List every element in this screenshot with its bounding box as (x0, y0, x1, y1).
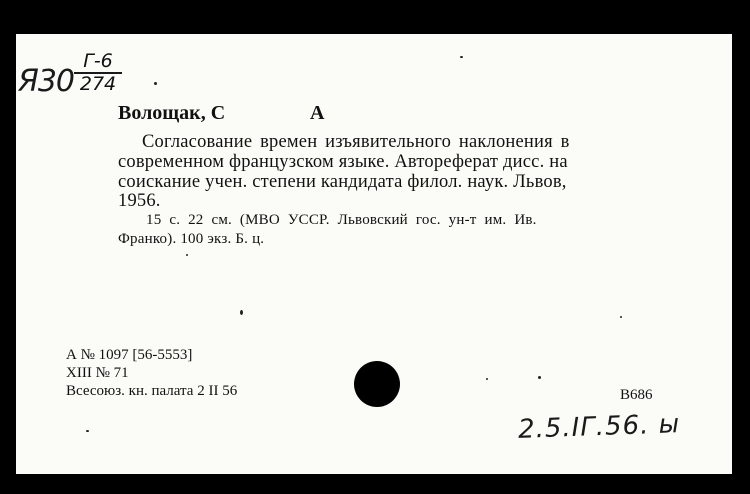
dust-speck (240, 310, 243, 315)
registry-line: Всесоюз. кн. палата 2 II 56 (66, 383, 238, 399)
description-line: соискание учен. степени кандидата филол. наук. Львов, (118, 172, 567, 192)
author-initial: А (310, 102, 325, 124)
dust-speck (486, 378, 488, 380)
registry-line: А № 1097 [56-5553] (66, 347, 193, 363)
description-line: современном французском языке. Автореферат дисс. на (118, 152, 568, 172)
author-name: Волощак, С (118, 102, 226, 124)
catalog-card (16, 34, 732, 474)
physical-description-line: 15 с. 22 см. (МВО УССР. Львовский гос. ун-т им. Ив. (146, 212, 537, 228)
registry-line: XIII № 71 (66, 365, 129, 381)
dust-speck (154, 82, 157, 85)
description-line: Согласование времен изъявительного наклонения в (142, 132, 570, 152)
physical-description-line: Франко). 100 экз. Б. ц. (118, 231, 265, 247)
shelfmark-numerator: Г-6 (74, 52, 122, 74)
shelfmark-fraction (74, 52, 122, 94)
description-line: 1956. (118, 191, 161, 211)
shelfmark-prefix: Я30 (18, 64, 75, 99)
punch-hole (354, 361, 400, 407)
dust-speck (86, 430, 89, 432)
dust-speck (460, 56, 463, 58)
dust-speck (620, 316, 622, 318)
card-code: В686 (620, 387, 653, 403)
handwritten-date: 2.5.IГ.56. ы (517, 409, 681, 445)
dust-speck (538, 376, 541, 379)
dust-speck (186, 254, 188, 256)
shelfmark-denominator: 274 (79, 73, 117, 95)
